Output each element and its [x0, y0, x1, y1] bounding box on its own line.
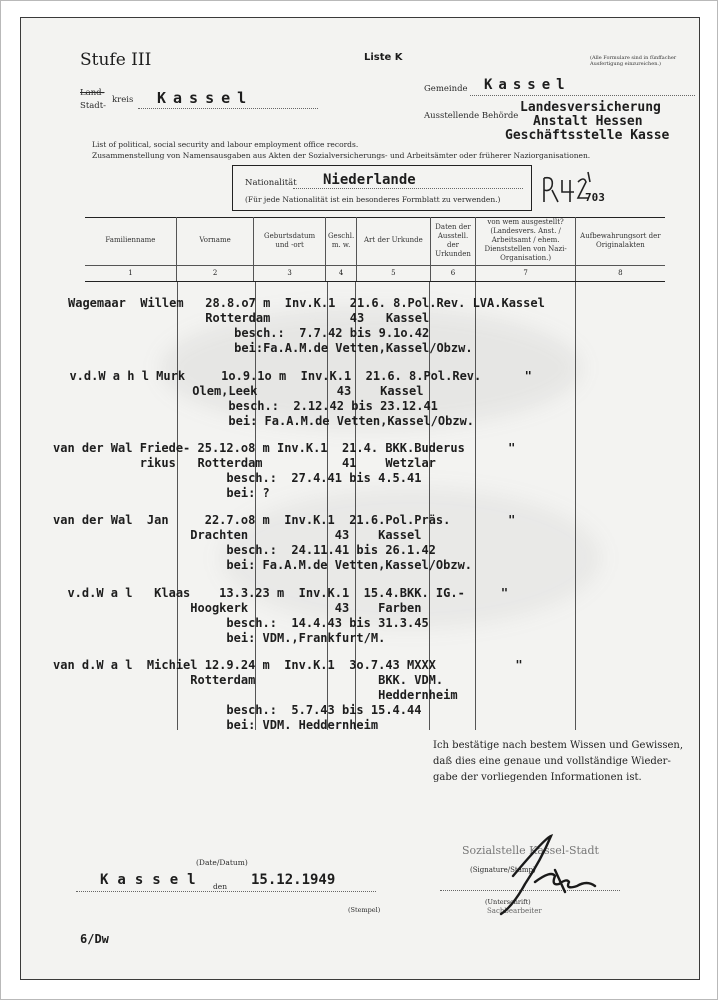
- nationality-note: (Für jede Nationalität ist ein besonderes Formblatt zu verwenden.): [245, 195, 501, 204]
- col-urkunde: Art der Urkunde: [357, 217, 430, 265]
- record: [53, 658, 523, 733]
- record-line-text: besch.: 24.11.41 bis 26.1.42: [53, 543, 436, 557]
- intro-line2: Zusammenstellung von Namensausgaben aus Akten der Sozialversicherungs- und Arbeitsämter oder früherer Naziorganisationen.: [92, 151, 591, 160]
- col-geschlecht: Geschl. m. w.: [325, 217, 356, 265]
- cert-line3: gabe der vorliegenden Informationen ist.: [433, 772, 642, 783]
- record: [53, 441, 515, 501]
- record-line-text: besch.: 14.4.43 bis 31.3.45: [53, 616, 429, 630]
- col-num: 3: [254, 265, 326, 281]
- liste-label: Liste K: [364, 52, 403, 63]
- handwritten-annotation: [540, 168, 620, 210]
- reference-code: 6/Dw: [80, 932, 109, 946]
- form-note-line2: Ausfertigung einzureichen.): [590, 61, 661, 67]
- record-line-text: bei: ?: [53, 486, 270, 500]
- record-line: [53, 586, 508, 646]
- record-line-text: bei:Fa.A.M.de Vetten,Kassel/Obzw.: [68, 341, 473, 355]
- record-line-text: van d.W a l Michiel 12.9.24 m Inv.K.1 3o.7.43 MXXX ": [53, 658, 523, 672]
- cert-line2: daß dies eine genaue und vollständige Wieder-: [433, 756, 671, 767]
- col-num: 1: [85, 265, 176, 281]
- col-ausgestellt: von wem ausgestellt? (Landesvers. Anst. / Arbeitsamt / ehem. Dienststellen von Nazi-Organisation.): [476, 217, 575, 265]
- signature-label: (Signature/Stamp): [470, 866, 536, 874]
- nationality-box: [232, 165, 532, 211]
- kreis-value: Kassel: [157, 89, 254, 107]
- col-num: 2: [176, 265, 253, 281]
- record-line: [55, 369, 532, 429]
- nationality-label: Nationalität: [245, 178, 297, 188]
- stadt-label: Stadt-: [80, 101, 107, 111]
- record-line: [53, 658, 523, 733]
- handwritten-signature: [455, 830, 605, 920]
- record-line-text: bei: Fa.A.M.de Vetten,Kassel/Obzw.: [53, 558, 473, 572]
- sachbearbeiter-label: Sachbearbeiter: [487, 907, 542, 915]
- date-value: 15.12.1949: [251, 872, 336, 888]
- record-line-text: Heddernheim: [53, 688, 458, 702]
- record-line-text: van der Wal Friede- 25.12.o8 m Inv.K.1 21.4. BKK.Buderus ": [53, 441, 516, 455]
- col-familienname: Familienname: [85, 217, 176, 265]
- record-line-text: besch.: 27.4.41 bis 4.5.41: [53, 471, 422, 485]
- handwritten-ref: 703: [585, 191, 605, 204]
- land-label: Land-: [80, 88, 105, 98]
- col-aufbewahrung: Aufbewahrungsort der Originalakten: [580, 231, 661, 249]
- col-vorname: Vorname: [176, 217, 253, 265]
- certification: [433, 738, 683, 786]
- col-num: 5: [357, 265, 430, 281]
- record-line-text: v.d.W a l Klaas 13.3.23 m Inv.K.1 15.4.BKK. IG.- ": [53, 586, 509, 600]
- stempel-label: (Stempel): [348, 906, 381, 914]
- behoerde-line1: Landesversicherung: [520, 100, 661, 115]
- record-line: [53, 441, 515, 501]
- den-label: den: [213, 882, 228, 891]
- record-line-text: Olem,Leek 43 Kassel: [55, 384, 424, 398]
- record-line-text: besch.: 7.7.42 bis 9.1o.42: [68, 326, 430, 340]
- record-line-text: bei: VDM.,Frankfurt/M.: [53, 631, 386, 645]
- record: [55, 369, 532, 429]
- col-geburt: Geburtsdatum und -ort: [254, 217, 326, 265]
- record-line-text: besch.: 5.7.43 bis 15.4.44: [53, 703, 422, 717]
- unterschrift-label: (Unterschrift): [485, 898, 531, 906]
- col-num: 8: [575, 265, 665, 281]
- record-line-text: besch.: 2.12.42 bis 23.12.41: [55, 399, 438, 413]
- col-num: 7: [476, 265, 575, 281]
- record-line: [53, 513, 515, 573]
- record-line-text: Rotterdam 43 Kassel: [68, 311, 430, 325]
- col-num: 6: [430, 265, 476, 281]
- record-line-text: Hoogkerk 43 Farben: [53, 601, 422, 615]
- col-num: 4: [325, 265, 356, 281]
- kreis-label: kreis: [112, 95, 134, 105]
- records-table-header: [85, 217, 665, 282]
- cert-line1: Ich bestätige nach bestem Wissen und Gewissen,: [433, 740, 684, 751]
- place-value: Kassel: [100, 872, 205, 888]
- record: [53, 586, 508, 646]
- record-line-text: bei: VDM. Heddernheim: [53, 718, 379, 732]
- record-line-text: Wagemaar Willem 28.8.o7 m Inv.K.1 21.6. 8.Pol.Rev. LVA.Kassel: [68, 296, 545, 310]
- behoerde-label: Ausstellende Behörde: [424, 111, 519, 121]
- record-line: [68, 296, 545, 356]
- intro-line1: List of political, social security and labour employment office records.: [92, 140, 359, 149]
- col-daten: Daten der Ausstell. der Urkunden: [430, 217, 476, 265]
- record: [53, 513, 515, 573]
- record-line-text: bei: Fa.A.M.de Vetten,Kassel/Obzw.: [55, 414, 475, 428]
- record-line-text: v.d.W a h l Murk 1o.9.1o m Inv.K.1 21.6. 8.Pol.Rev. ": [55, 369, 532, 383]
- record-line-text: Drachten 43 Kassel: [53, 528, 422, 542]
- date-label: (Date/Datum): [196, 858, 248, 867]
- stufe-label: Stufe III: [80, 50, 152, 70]
- behoerde-line3: Geschäftsstelle Kasse: [505, 128, 670, 143]
- gemeinde-value: Kassel: [484, 77, 571, 93]
- record-line-text: Rotterdam BKK. VDM.: [53, 673, 444, 687]
- column-rule: [575, 282, 576, 730]
- nationality-value: Niederlande: [323, 172, 416, 188]
- form-note-line1: (Alle Formulare sind in fünffacher: [590, 55, 677, 61]
- record: [68, 296, 545, 356]
- stamp-text: Sozialstelle Kassel-Stadt: [462, 844, 599, 857]
- record-line-text: van der Wal Jan 22.7.o8 m Inv.K.1 21.6.Pol.Präs. ": [53, 513, 516, 527]
- behoerde-line2: Anstalt Hessen: [533, 114, 643, 129]
- record-line-text: rikus Rotterdam 41 Wetzlar: [53, 456, 436, 470]
- form-note: [590, 55, 676, 67]
- gemeinde-label: Gemeinde: [424, 84, 468, 94]
